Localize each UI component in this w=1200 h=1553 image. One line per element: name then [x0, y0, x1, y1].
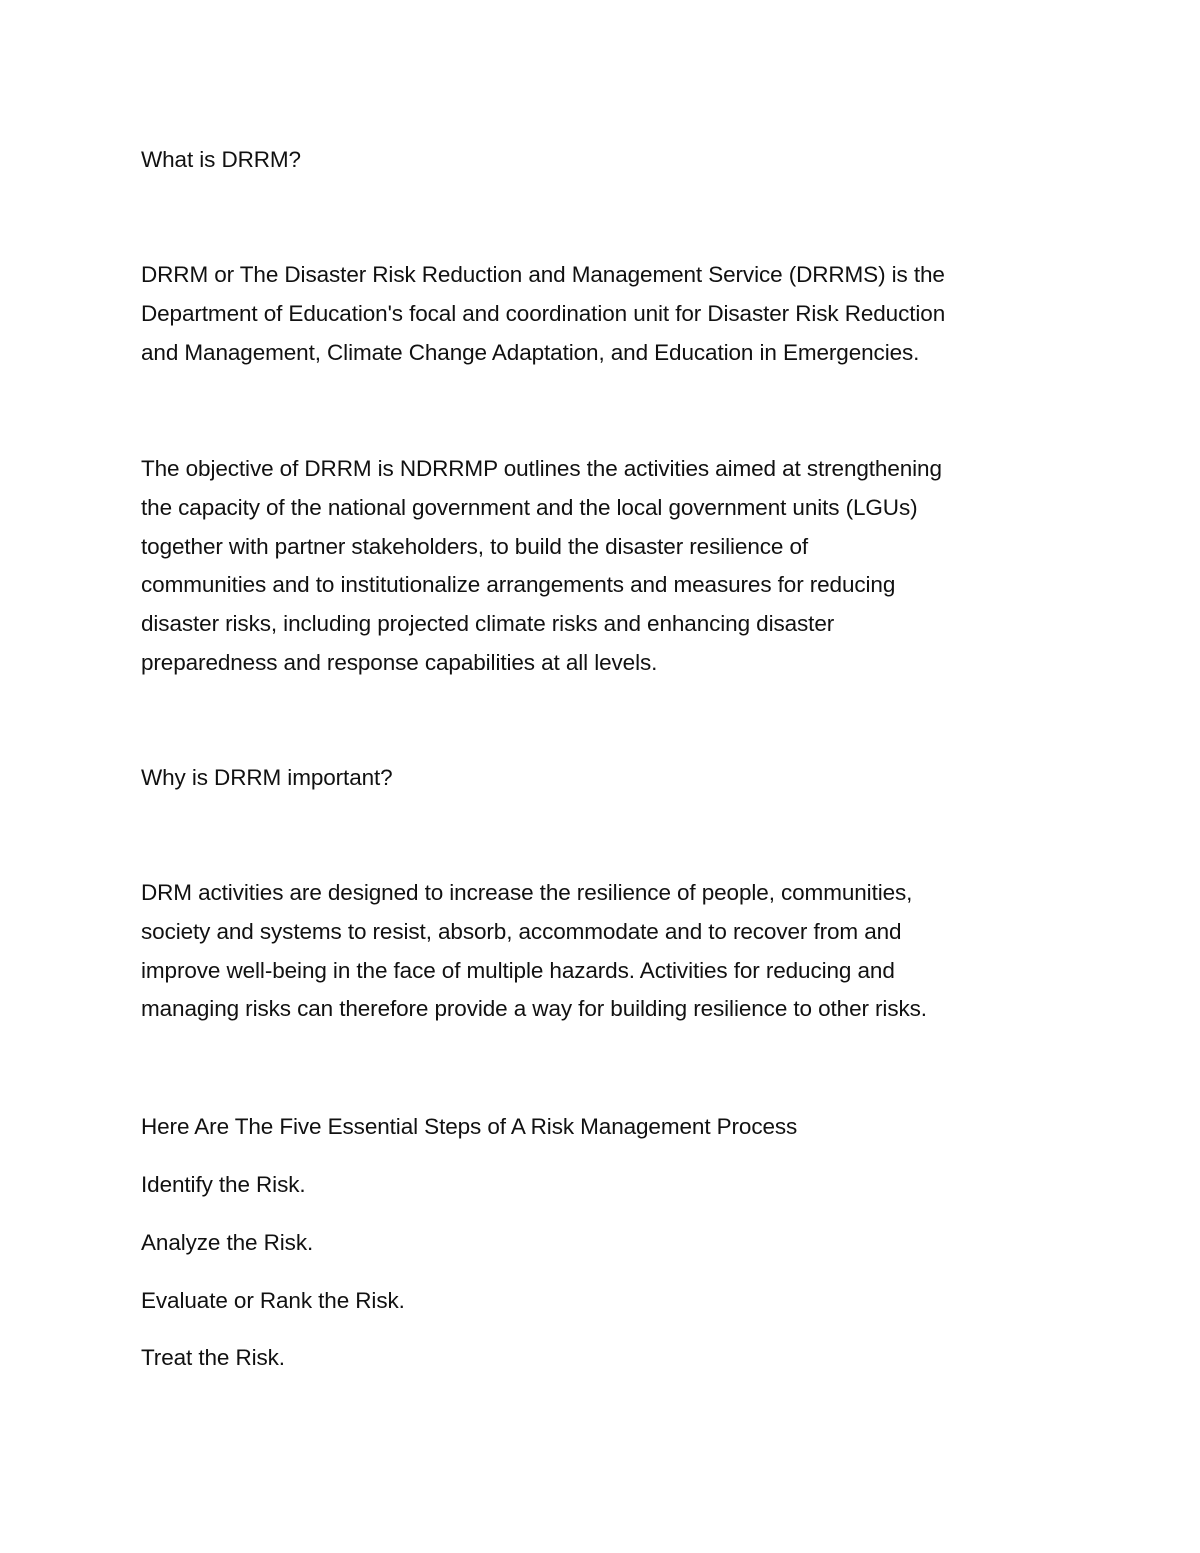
- paragraph-line: society and systems to resist, absorb, accommodate and to recover from and: [141, 918, 902, 944]
- paragraph-line: together with partner stakeholders, to build the disaster resilience of: [141, 533, 809, 559]
- step-treat: Treat the Risk.: [141, 1345, 285, 1370]
- paragraph-line: preparedness and response capabilities at all levels.: [141, 649, 658, 675]
- paragraph-line: DRM activities are designed to increase the resilience of people, communities,: [141, 880, 913, 905]
- paragraph-line: The objective of DRRM is NDRRMP outlines the activities aimed at strengthening: [141, 456, 942, 481]
- heading-five-steps: Here Are The Five Essential Steps of A Risk Management Process: [141, 1114, 798, 1139]
- heading-what-is-drrm: What is DRRM?: [141, 147, 301, 172]
- paragraph-drm-activities: [141, 874, 1071, 1029]
- paragraph-line: disaster risks, including projected climate risks and enhancing disaster: [141, 611, 835, 637]
- heading-why-drrm-important: Why is DRRM important?: [141, 765, 393, 790]
- step-identify: Identify the Risk.: [141, 1172, 306, 1197]
- step-analyze: Analyze the Risk.: [141, 1230, 314, 1255]
- paragraph-drrm-definition: [141, 256, 1071, 372]
- paragraph-line: improve well-being in the face of multiple hazards. Activities for reducing and: [141, 957, 895, 983]
- paragraph-line: managing risks can therefore provide a way for building resilience to other risks.: [141, 996, 927, 1022]
- paragraph-line: DRRM or The Disaster Risk Reduction and Management Service (DRRMS) is the: [141, 262, 945, 287]
- paragraph-line: the capacity of the national government and the local government units (LGUs): [141, 494, 918, 520]
- paragraph-line: communities and to institutionalize arrangements and measures for reducing: [141, 572, 896, 598]
- paragraph-line: Department of Education's focal and coordination unit for Disaster Risk Reduction: [141, 300, 946, 326]
- paragraph-drrm-objective: [141, 450, 1071, 683]
- paragraph-line: and Management, Climate Change Adaptation, and Education in Emergencies.: [141, 339, 920, 365]
- step-evaluate: Evaluate or Rank the Risk.: [141, 1288, 405, 1313]
